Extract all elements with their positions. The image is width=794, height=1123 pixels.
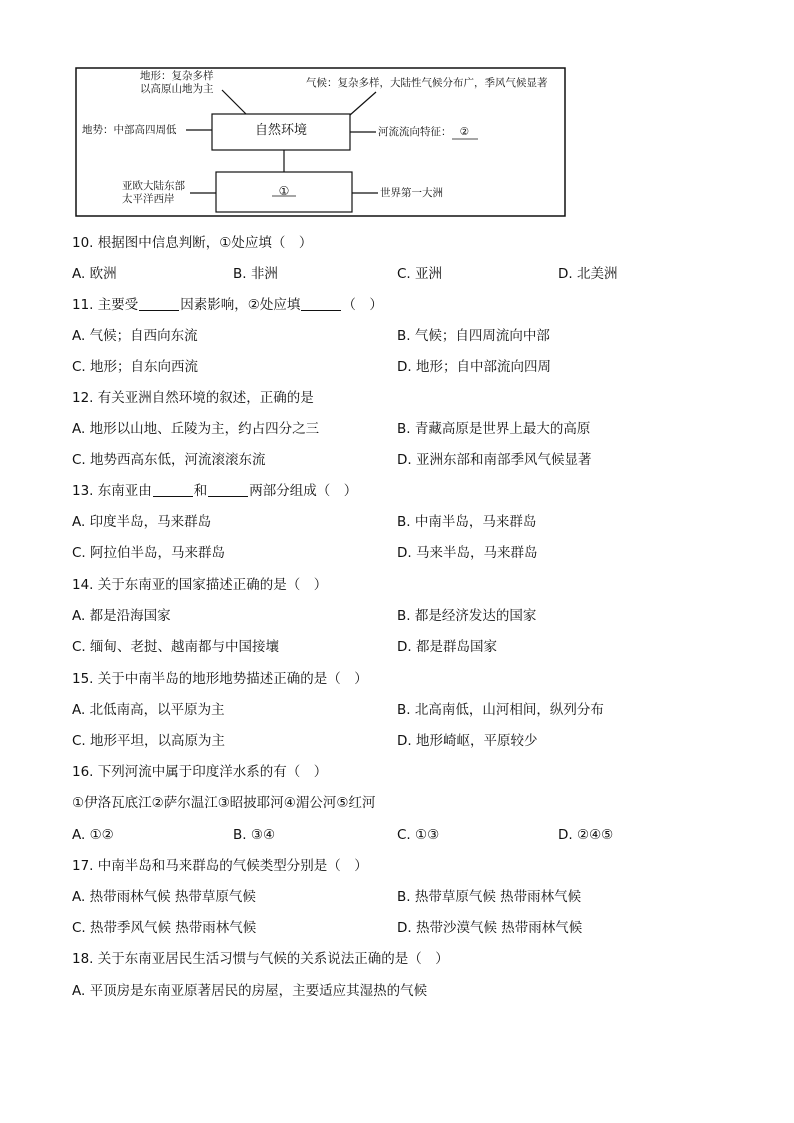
q13-option-a: A. 印度半岛，马来群岛 — [72, 514, 212, 530]
q17-option-c: C. 热带季风气候 热带雨林气候 — [72, 920, 257, 936]
q10-option-c: C. 亚洲 — [397, 266, 443, 282]
q16-option-b: B. ③④ — [233, 827, 276, 843]
q12-option-b: B. 青藏高原是世界上最大的高原 — [397, 421, 591, 437]
q12-option-a: A. 地形以山地、丘陵为主，约占四分之三 — [72, 421, 320, 437]
q12-option-d: D. 亚洲东部和南部季风气候显著 — [397, 452, 592, 468]
q13-option-c: C. 阿拉伯半岛，马来群岛 — [72, 545, 226, 561]
q13-option-d: D. 马来半岛，马来群岛 — [397, 545, 538, 561]
q11-option-d: D. 地形；自中部流向四周 — [397, 359, 551, 375]
q16-river-list: ①伊洛瓦底江②萨尔温江③昭披耶河④湄公河⑤红河 — [72, 795, 376, 811]
rivers-label — [378, 126, 478, 139]
question-16: 16. 下列河流中属于印度洋水系的有（ ） — [72, 764, 328, 780]
size-label: 世界第一大洲 — [380, 187, 443, 199]
q13-option-b: B. 中南半岛，马来群岛 — [397, 514, 537, 530]
q17-option-d: D. 热带沙漠气候 热带雨林气候 — [397, 920, 583, 936]
q14-option-a: A. 都是沿海国家 — [72, 608, 171, 624]
location-label-line2: 太平洋西岸 — [122, 193, 175, 205]
q12-option-c: C. 地势西高东低，河流滚滚东流 — [72, 452, 266, 468]
q11-option-a: A. 气候；自西向东流 — [72, 328, 198, 344]
q14-option-d: D. 都是群岛国家 — [397, 639, 497, 655]
connector-climate — [350, 92, 376, 115]
q11-stem-part3: （ ） — [342, 297, 383, 313]
q11-stem-part2: 因素影响，②处应填 — [180, 297, 301, 313]
concept-diagram — [0, 0, 794, 230]
center-box-label: 自然环境 — [254, 123, 307, 138]
bottom-box-label: ① — [278, 184, 290, 198]
q10-option-b: B. 非洲 — [233, 266, 278, 282]
question-10: 10. 根据图中信息判断，①处应填（ ） — [72, 235, 313, 251]
q17-option-a: A. 热带雨林气候 热带草原气候 — [72, 889, 256, 905]
q15-option-c: C. 地形平坦，以高原为主 — [72, 733, 226, 749]
question-14: 14. 关于东南亚的国家描述正确的是（ ） — [72, 577, 328, 593]
q10-option-d: D. 北美洲 — [558, 266, 618, 282]
q11-stem-part1: 11. 主要受 — [72, 297, 139, 313]
q11-blank-1 — [139, 297, 179, 311]
q13-blank-1 — [153, 483, 193, 497]
q16-option-d: D. ②④⑤ — [558, 827, 614, 843]
question-12: 12. 有关亚洲自然环境的叙述，正确的是 — [72, 390, 314, 406]
rivers-blank: ② — [459, 126, 470, 138]
terrain-label-line1: 地形：复杂多样 — [140, 70, 214, 82]
q15-option-b: B. 北高南低，山河相间，纵列分布 — [397, 702, 604, 718]
terrain-label-line2: 以高原山地为主 — [140, 83, 214, 95]
relief-label: 地势：中部高四周低 — [82, 124, 177, 136]
climate-label: 气候：复杂多样，大陆性气候分布广，季风气候显著 — [306, 77, 548, 89]
q11-blank-2 — [301, 297, 341, 311]
q14-option-b: B. 都是经济发达的国家 — [397, 608, 537, 624]
q15-option-a: A. 北低南高，以平原为主 — [72, 702, 225, 718]
q10-option-a: A. 欧洲 — [72, 266, 117, 282]
q13-stem-part1: 13. 东南亚由 — [72, 483, 152, 499]
q11-option-c: C. 地形；自东向西流 — [72, 359, 199, 375]
connector-terrain — [222, 90, 246, 114]
q15-option-d: D. 地形崎岖，平原较少 — [397, 733, 538, 749]
question-17: 17. 中南半岛和马来群岛的气候类型分别是（ ） — [72, 858, 368, 874]
q17-option-b: B. 热带草原气候 热带雨林气候 — [397, 889, 582, 905]
location-label-line1: 亚欧大陆东部 — [122, 180, 185, 192]
question-15: 15. 关于中南半岛的地形地势描述正确的是（ ） — [72, 671, 368, 687]
question-13 — [72, 482, 357, 500]
q16-option-c: C. ①③ — [397, 827, 440, 843]
q13-stem-part2: 和 — [193, 483, 208, 499]
question-18: 18. 关于东南亚居民生活习惯与气候的关系说法正确的是（ ） — [72, 951, 449, 967]
q11-option-b: B. 气候；自四周流向中部 — [397, 328, 550, 344]
q18-option-a: A. 平顶房是东南亚原著居民的房屋，主要适应其湿热的气候 — [72, 983, 428, 999]
q16-option-a: A. ①② — [72, 827, 114, 843]
q13-stem-part3: 两部分组成（ ） — [249, 483, 358, 499]
question-11 — [72, 296, 383, 314]
q13-blank-2 — [208, 483, 248, 497]
rivers-label-prefix: 河流流向特征： — [378, 126, 452, 138]
q14-option-c: C. 缅甸、老挝、越南都与中国接壤 — [72, 639, 280, 655]
